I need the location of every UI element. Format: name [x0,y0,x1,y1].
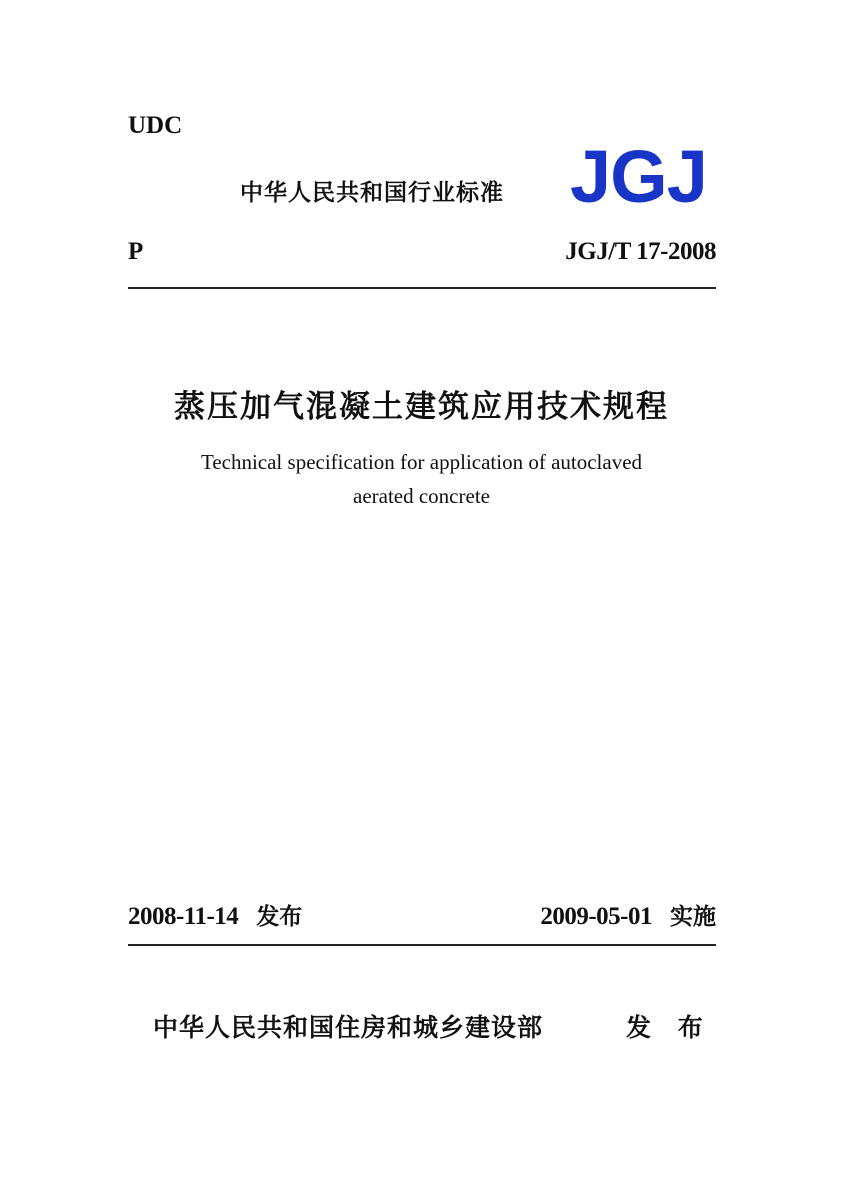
release-date: 2008-11-14 [128,903,239,930]
effective-label: 实施 [670,904,716,930]
document-title-english-line1: Technical specification for application of autoclaved [200,450,643,474]
header-divider [128,287,716,289]
effective-date-block [540,898,716,931]
release-date-block [128,898,302,931]
jgj-logo: JGJ [570,135,707,218]
industry-standard-heading: 中华人民共和国行业标准 [240,180,504,206]
dates-divider [128,944,716,946]
issue-label: 发 布 [626,1013,712,1042]
classification-code: P [128,238,144,265]
document-title-english-line2: aerated concrete [353,484,490,508]
standard-number: JGJ/T 17-2008 [565,238,716,265]
udc-label: UDC [128,112,183,139]
effective-date: 2009-05-01 [540,903,652,930]
document-title-chinese: 蒸压加气混凝土建筑应用技术规程 [174,389,669,425]
issuing-authority: 中华人民共和国住房和城乡建设部 [153,1013,544,1042]
release-label: 发布 [256,904,303,930]
